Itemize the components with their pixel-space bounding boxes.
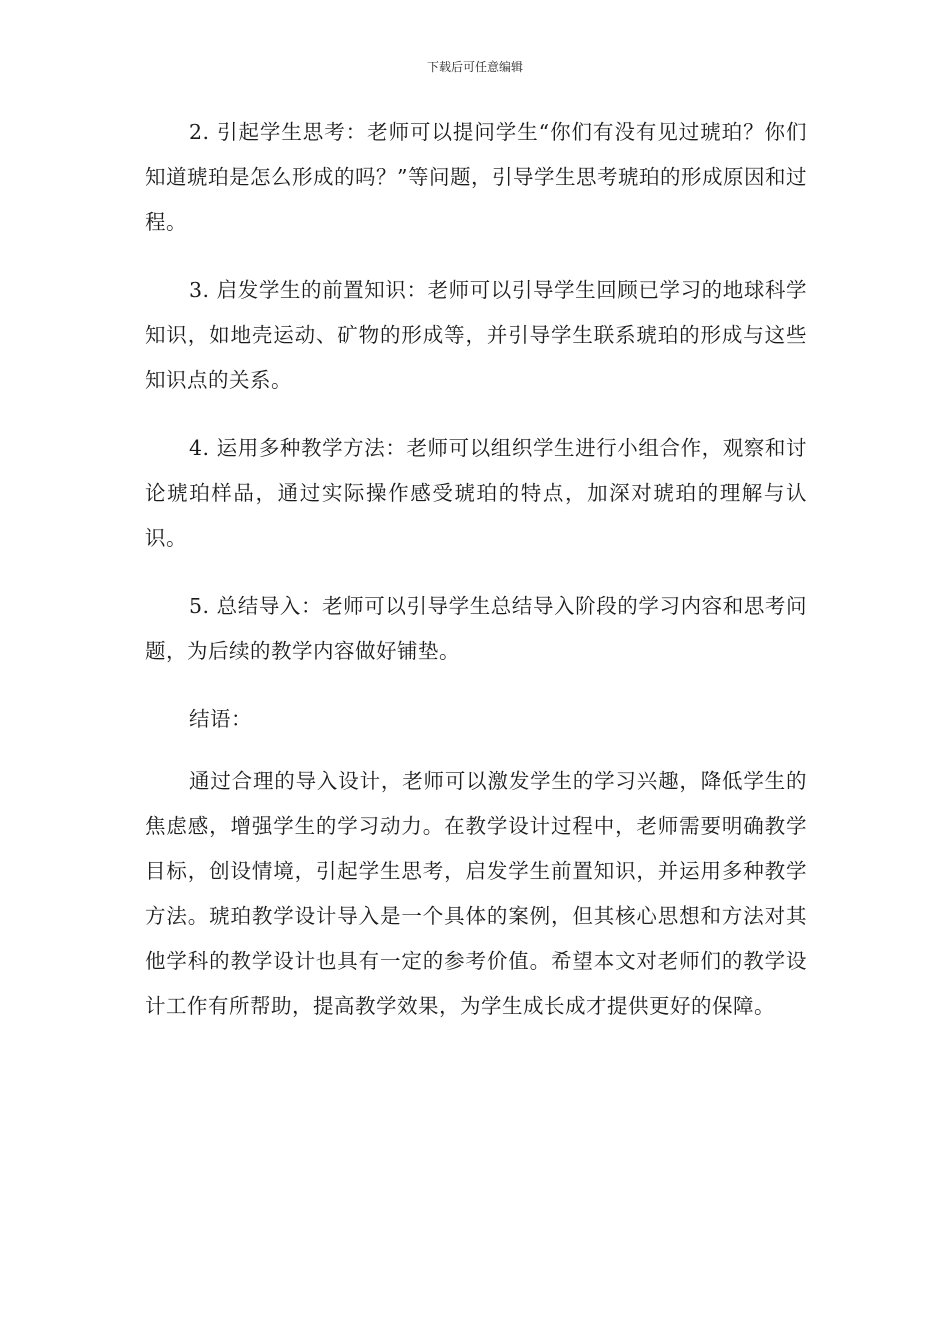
paragraph-step-3: 3. 启发学生的前置知识：老师可以引导学生回顾已学习的地球科学知识，如地壳运动、矿物的形成等，并引导学生联系琥珀的形成与这些知识点的关系。 [145, 278, 807, 392]
paragraph-step-2: 2. 引起学生思考：老师可以提问学生“你们有没有见过琥珀？你们知道琥珀是怎么形成的吗？”等问题，引导学生思考琥珀的形成原因和过程。 [145, 120, 807, 234]
header-note: 下载后可任意编辑 [426, 60, 523, 74]
document-body [145, 110, 807, 1052]
paragraph-step-4: 4. 运用多种教学方法：老师可以组织学生进行小组合作，观察和讨论琥珀样品，通过实际操作感受琥珀的特点，加深对琥珀的理解与认识。 [145, 436, 807, 550]
conclusion-heading: 结语： [189, 707, 252, 731]
paragraph-step-5: 5. 总结导入：老师可以引导学生总结导入阶段的学习内容和思考问题，为后续的教学内容做好铺垫。 [145, 594, 807, 663]
conclusion-paragraph: 通过合理的导入设计，老师可以激发学生的学习兴趣，降低学生的焦虑感，增强学生的学习动力。在教学设计过程中，老师需要明确教学目标，创设情境，引起学生思考，启发学生前置知识，并运用多种教学方法。琥珀教学设计导入是一个具体的案例，但其核心思想和方法对其他学科的教学设计也具有一定的参考价值。希望本文对老师们的教学设计工作有所帮助，提高教学效果，为学生成长成才提供更好的保障。 [145, 769, 807, 1018]
